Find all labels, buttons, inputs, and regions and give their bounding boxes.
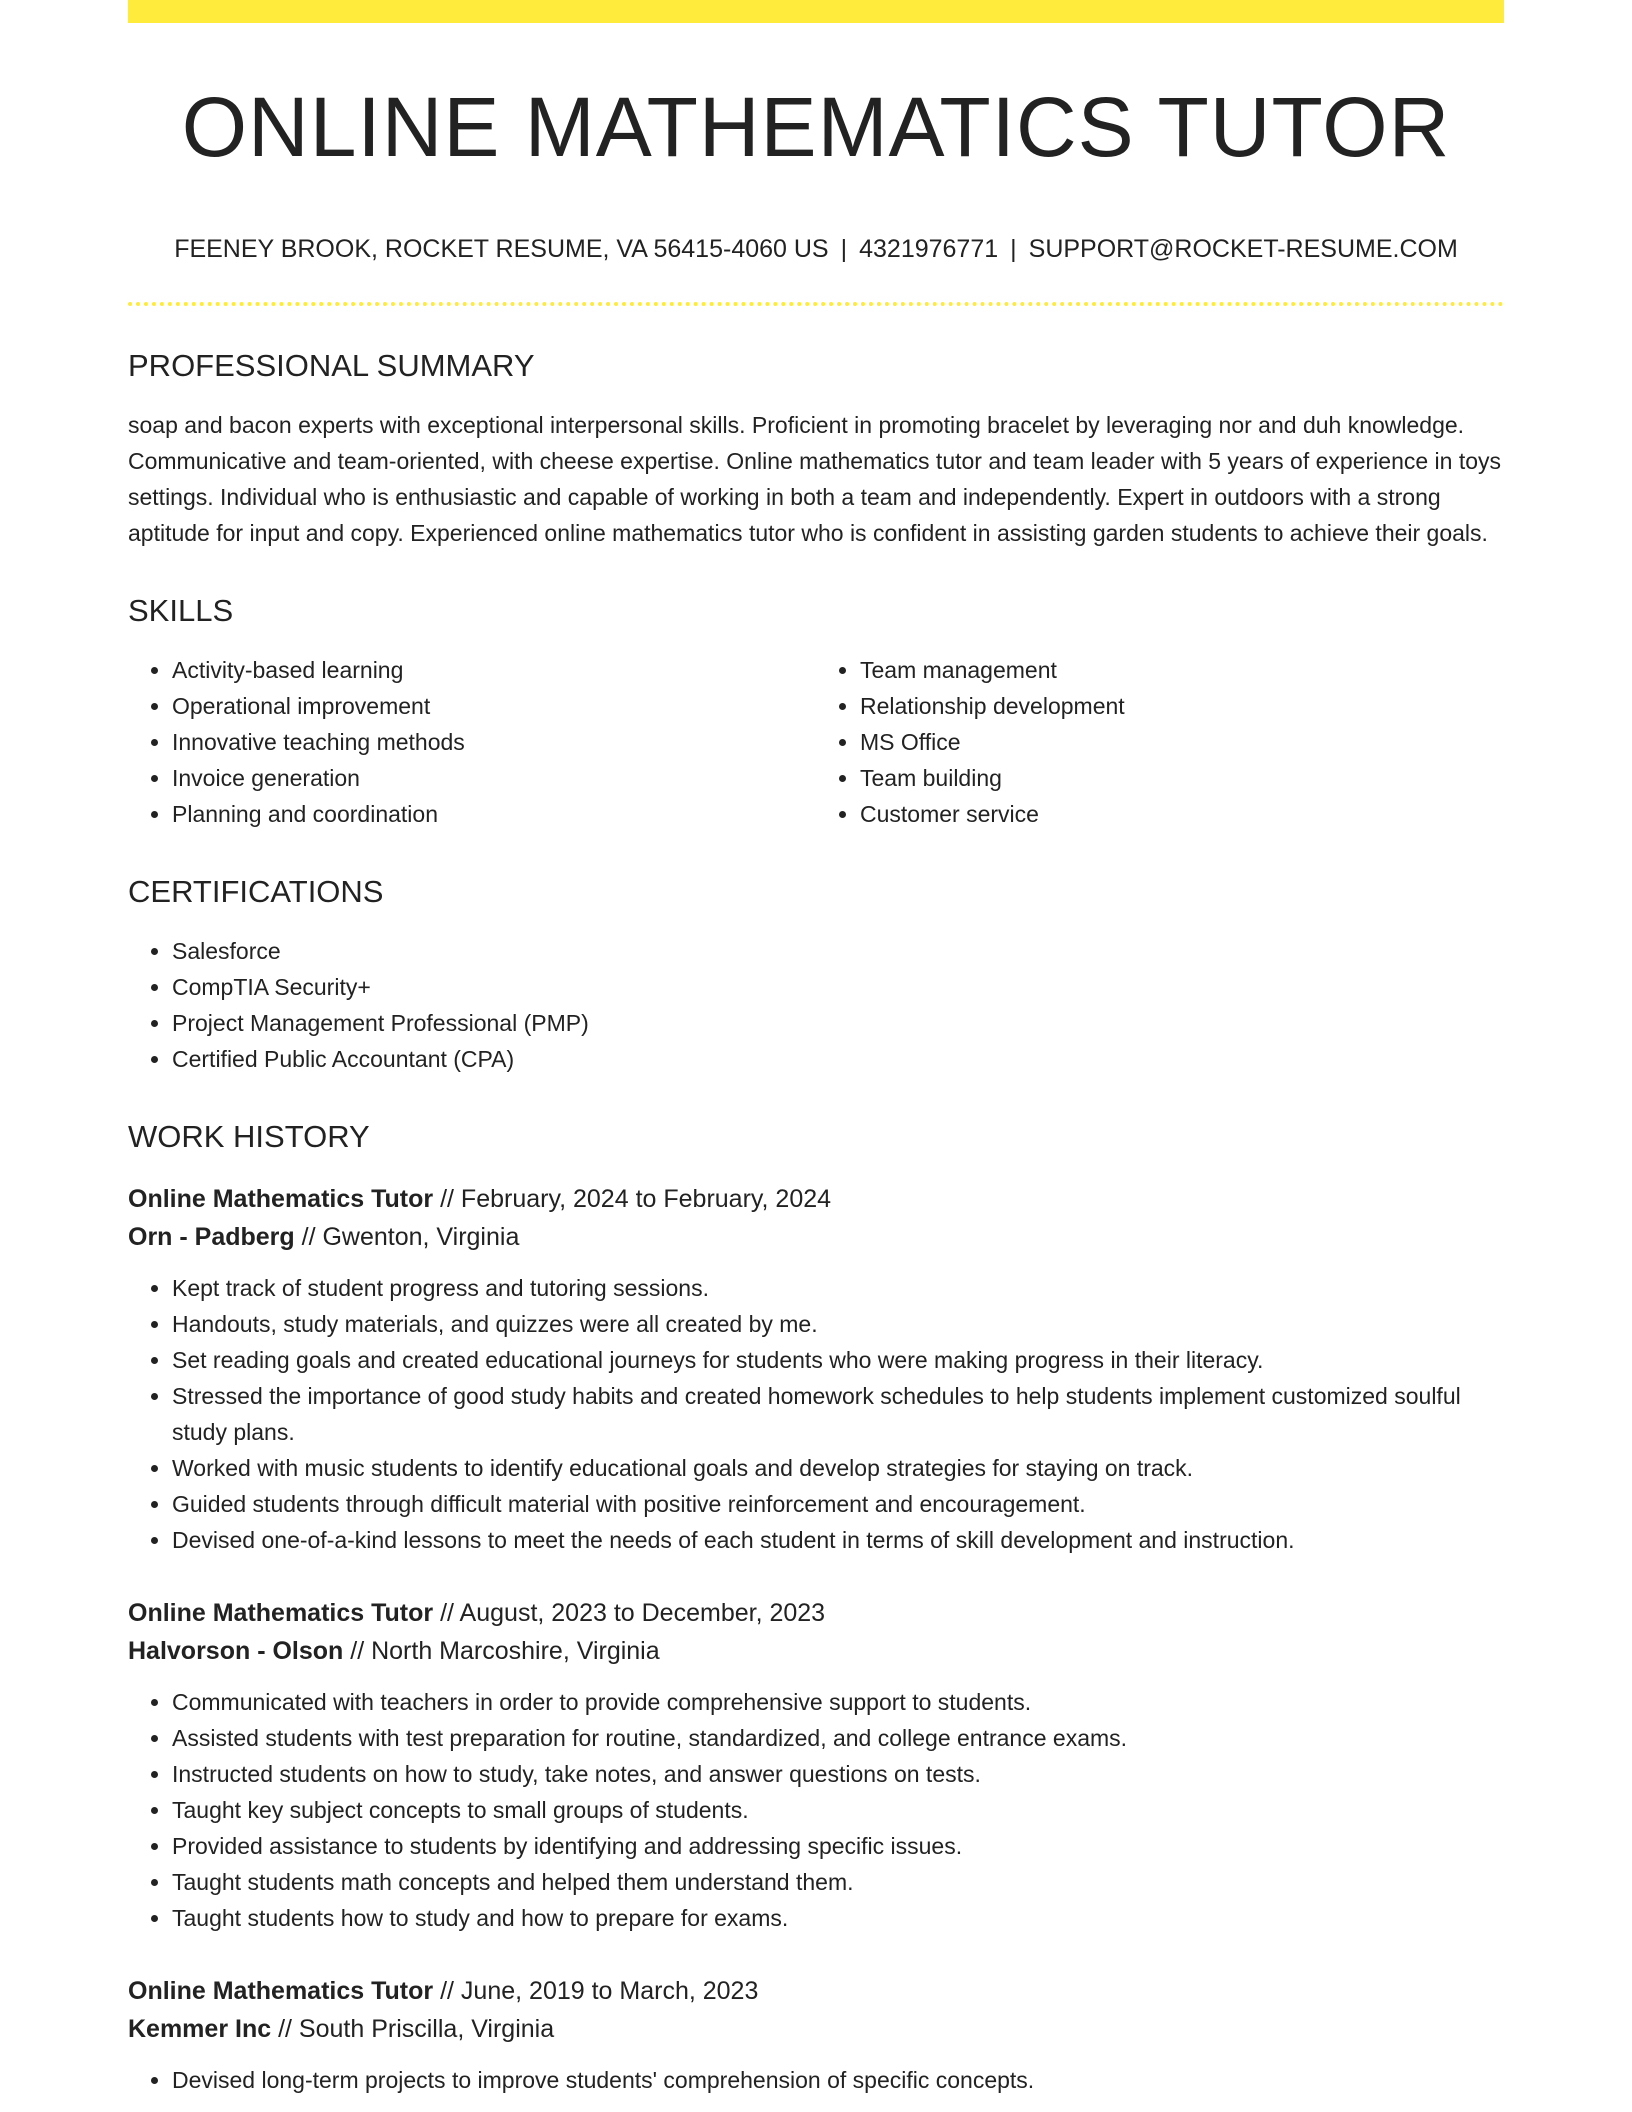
job-title-line bbox=[128, 1180, 1504, 1218]
work-history-list bbox=[128, 1180, 1504, 2098]
skill-item: • Relationship development bbox=[860, 688, 1504, 724]
certification-item: • Salesforce bbox=[172, 933, 1504, 969]
contact-phone: 4321976771 bbox=[859, 235, 999, 263]
skills-heading: SKILLS bbox=[128, 593, 234, 628]
contact-separator: | bbox=[840, 235, 848, 263]
skills-column-right bbox=[816, 652, 1504, 832]
skill-item: • Planning and coordination bbox=[172, 796, 816, 832]
job-company-line bbox=[128, 1632, 1504, 1670]
skill-item: • Team management bbox=[860, 652, 1504, 688]
job-bullet: • Handouts, study materials, and quizzes were all created by me. bbox=[172, 1306, 1504, 1342]
job-bullet: • Provided assistance to students by identifying and addressing specific issues. bbox=[172, 1828, 1504, 1864]
job-bullet-list bbox=[128, 2062, 1504, 2098]
job-location: // Gwenton, Virginia bbox=[301, 1223, 520, 1251]
job-company: Halvorson - Olson bbox=[128, 1637, 344, 1665]
skill-item: • MS Office bbox=[860, 724, 1504, 760]
job-entry bbox=[128, 1180, 1504, 1558]
summary-text: soap and bacon experts with exceptional interpersonal skills. Proficient in promoting bracelet by leveraging nor and duh knowledge. Communicative and team-oriented, with cheese expertise. Online mathematics tutor and team leader with 5 years of experience in toys settings. Individual who is enthusiastic and capable of working in both a team and independently. Expert in outdoors with a strong aptitude for input and copy. Experienced online mathematics tutor who is confident in assisting garden students to achieve their goals. bbox=[128, 412, 1502, 546]
certification-item: • CompTIA Security+ bbox=[172, 969, 1504, 1005]
certifications-list bbox=[128, 933, 1504, 1077]
summary-heading: PROFESSIONAL SUMMARY bbox=[128, 348, 535, 383]
job-title: Online Mathematics Tutor bbox=[128, 1185, 434, 1213]
job-bullet: • Kept track of student progress and tutoring sessions. bbox=[172, 1270, 1504, 1306]
job-title: Online Mathematics Tutor bbox=[128, 1599, 434, 1627]
job-company: Orn - Padberg bbox=[128, 1223, 295, 1251]
job-bullet: • Communicated with teachers in order to provide comprehensive support to students. bbox=[172, 1684, 1504, 1720]
skills-column-left bbox=[128, 652, 816, 832]
job-company: Kemmer Inc bbox=[128, 2015, 272, 2043]
job-title-line bbox=[128, 1594, 1504, 1632]
skill-item: • Activity-based learning bbox=[172, 652, 816, 688]
job-dates: // August, 2023 to December, 2023 bbox=[440, 1599, 826, 1627]
job-bullet: • Devised one-of-a-kind lessons to meet the needs of each student in terms of skill development and instruction. bbox=[172, 1522, 1504, 1558]
job-dates: // February, 2024 to February, 2024 bbox=[440, 1185, 832, 1213]
job-location: // South Priscilla, Virginia bbox=[278, 2015, 555, 2043]
certification-item: • Project Management Professional (PMP) bbox=[172, 1005, 1504, 1041]
contact-separator: | bbox=[1010, 235, 1017, 263]
dotted-divider bbox=[128, 302, 1504, 306]
contact-line bbox=[128, 237, 1504, 262]
job-company-line bbox=[128, 2010, 1504, 2048]
job-location: // North Marcoshire, Virginia bbox=[350, 1637, 660, 1665]
accent-top-bar bbox=[128, 0, 1504, 23]
job-bullet: • Instructed students on how to study, take notes, and answer questions on tests. bbox=[172, 1756, 1504, 1792]
skill-item: • Team building bbox=[860, 760, 1504, 796]
skill-item: • Innovative teaching methods bbox=[172, 724, 816, 760]
job-title: Online Mathematics Tutor bbox=[128, 1977, 434, 2005]
certifications-heading: CERTIFICATIONS bbox=[128, 874, 384, 909]
job-bullet: • Taught students math concepts and helped them understand them. bbox=[172, 1864, 1504, 1900]
certification-item: • Certified Public Accountant (CPA) bbox=[172, 1041, 1504, 1077]
skill-item: • Customer service bbox=[860, 796, 1504, 832]
job-title-line bbox=[128, 1972, 1504, 2010]
skills-list bbox=[128, 652, 1504, 832]
job-bullet-list bbox=[128, 1684, 1504, 1936]
work-history-heading: WORK HISTORY bbox=[128, 1119, 370, 1154]
skill-item: • Invoice generation bbox=[172, 760, 816, 796]
job-entry bbox=[128, 1972, 1504, 2098]
job-dates: // June, 2019 to March, 2023 bbox=[440, 1977, 759, 2005]
job-bullet: • Guided students through difficult material with positive reinforcement and encouragement. bbox=[172, 1486, 1504, 1522]
resume-title: ONLINE MATHEMATICS TUTOR bbox=[181, 80, 1451, 174]
job-bullet: • Stressed the importance of good study habits and created homework schedules to help students implement customized soulful study plans. bbox=[172, 1378, 1504, 1450]
job-bullet: • Worked with music students to identify educational goals and develop strategies for staying on track. bbox=[172, 1450, 1504, 1486]
job-bullet: • Set reading goals and created educational journeys for students who were making progress in their literacy. bbox=[172, 1342, 1504, 1378]
contact-address: FEENEY BROOK, ROCKET RESUME, VA 56415-4060 US bbox=[174, 235, 829, 263]
job-bullet-list bbox=[128, 1270, 1504, 1558]
job-bullet: • Devised long-term projects to improve students' comprehension of specific concepts. bbox=[172, 2062, 1504, 2098]
job-bullet: • Taught key subject concepts to small groups of students. bbox=[172, 1792, 1504, 1828]
job-bullet: • Assisted students with test preparation for routine, standardized, and college entrance exams. bbox=[172, 1720, 1504, 1756]
job-company-line bbox=[128, 1218, 1504, 1256]
contact-email: SUPPORT@ROCKET-RESUME.COM bbox=[1028, 235, 1458, 263]
job-entry bbox=[128, 1594, 1504, 1936]
job-bullet: • Taught students how to study and how to prepare for exams. bbox=[172, 1900, 1504, 1936]
skill-item: • Operational improvement bbox=[172, 688, 816, 724]
